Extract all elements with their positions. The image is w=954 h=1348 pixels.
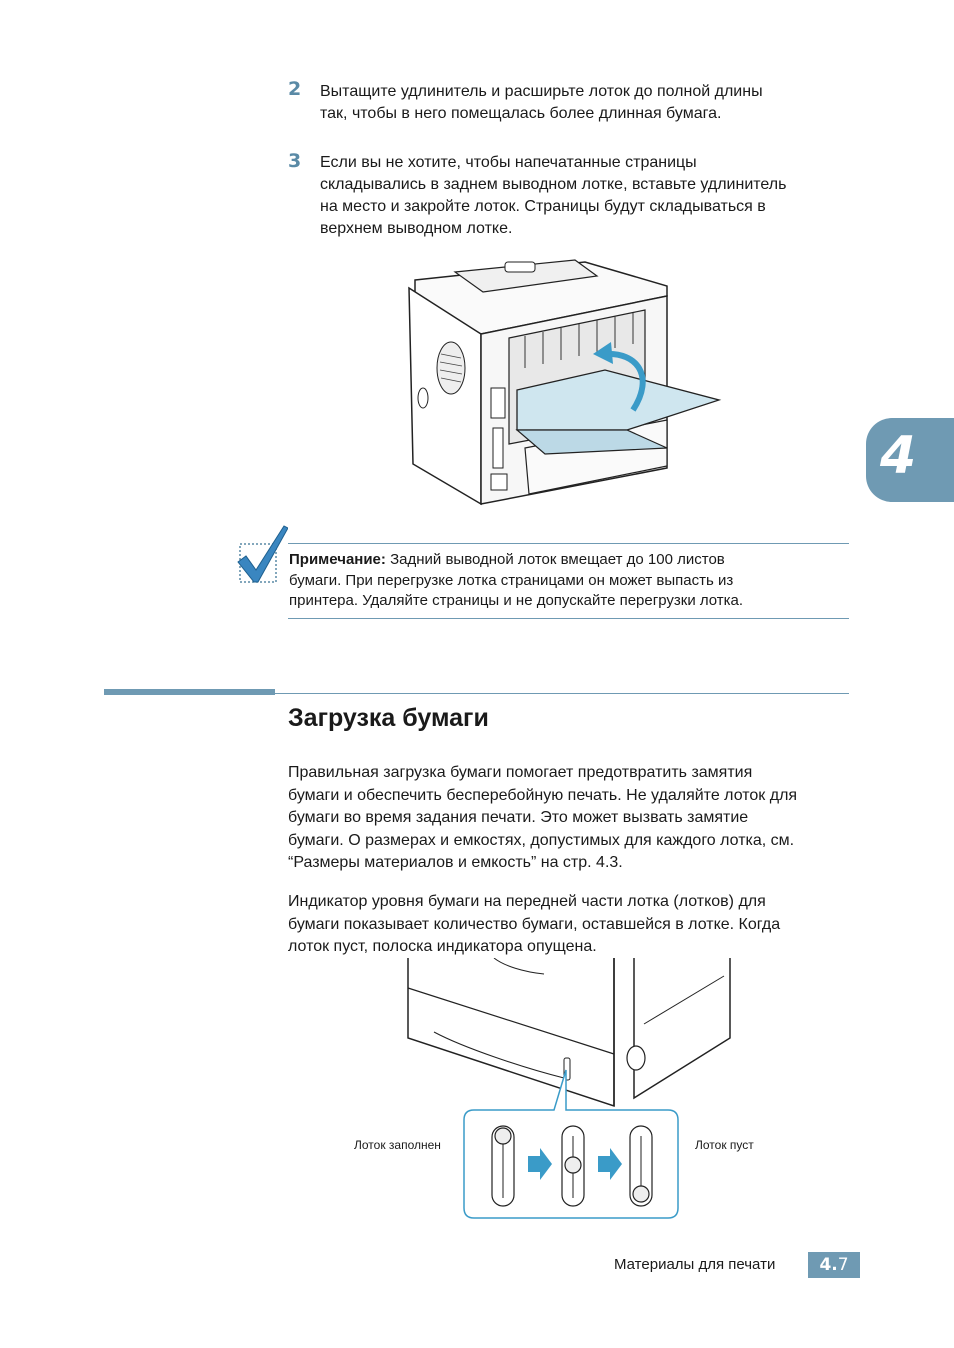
note-body: Задний выводной лоток вмещает до 100 листов бумаги. При перегрузке лотка страницами он может выпасть из принтера. Удаляйте страницы и не допускайте перегрузки лотка. xyxy=(289,551,744,609)
arrow-right-icon xyxy=(528,1148,552,1180)
section-rule xyxy=(275,693,849,694)
note-top-rule xyxy=(288,543,849,544)
level-gauge-half xyxy=(562,1126,584,1206)
level-knob-full xyxy=(495,1128,511,1144)
arrow-right-icon xyxy=(598,1148,622,1180)
step-number-2: 2 xyxy=(288,78,302,100)
section-paragraph-1: Правильная загрузка бумаги помогает предотвратить замятия бумаги и обеспечить бесперебойную печать. Не удаляйте лоток для бумаги во время задания печати. Это может вызвать замятие бумаги. О размерах и емкостях, допустимых для каждого лотка, см. “Размеры материалов и емкость” на стр. 4.3. xyxy=(288,764,798,871)
note-bottom-rule xyxy=(288,618,849,619)
checkmark-note-icon xyxy=(236,524,288,586)
step-number-3: 3 xyxy=(288,150,302,172)
level-indicator-row xyxy=(488,1122,658,1208)
level-gauge-full xyxy=(492,1126,514,1206)
level-knob-empty xyxy=(633,1186,649,1202)
section-title: Загрузка бумаги xyxy=(288,704,489,732)
label-tray-full: Лоток заполнен xyxy=(354,1138,441,1152)
chapter-tab xyxy=(866,418,954,502)
step-text-3: Если вы не хотите, чтобы напечатанные страницы складывались в заднем выводном лотке, вставьте удлинитель на место и закройте лоток. Страницы будут складываться в верхнем выводном лотке. xyxy=(320,154,787,237)
footer-chapter-title: Материалы для печати xyxy=(614,1256,776,1273)
level-gauge-empty xyxy=(630,1126,652,1206)
section-paragraph-2: Индикатор уровня бумаги на передней части лотка (лотков) для бумаги показывает количество бумаги, оставшейся в лотке. Когда лоток пуст, полоска индикатора опущена. xyxy=(288,893,781,955)
label-tray-empty: Лоток пуст xyxy=(695,1138,754,1152)
level-knob-half xyxy=(565,1157,581,1173)
note-label: Примечание: xyxy=(289,551,386,568)
page-chapter: 4. xyxy=(819,1255,838,1275)
note-text xyxy=(289,550,849,612)
page-number-badge xyxy=(808,1252,860,1278)
page-number: 7 xyxy=(837,1255,849,1275)
step-text-2: Вытащите удлинитель и расширьте лоток до полной длины так, чтобы в него помещалась более длинная бумага. xyxy=(320,83,763,122)
printer-rear-illustration xyxy=(405,258,725,506)
chapter-number: 4 xyxy=(880,426,917,486)
section-bar xyxy=(104,689,275,695)
